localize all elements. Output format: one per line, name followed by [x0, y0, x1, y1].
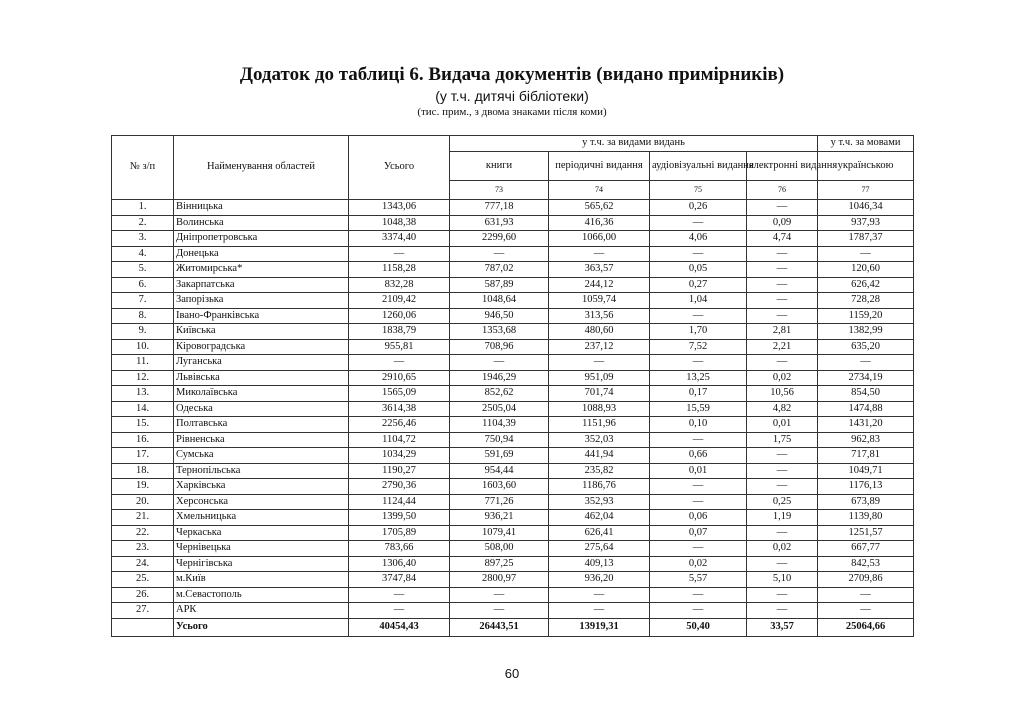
cell-electronic: 2,81 — [747, 324, 818, 340]
cell-periodicals: 313,56 — [549, 308, 650, 324]
cell-total: 1565,09 — [349, 386, 450, 402]
cell-total: — — [349, 587, 450, 603]
cell-books: — — [450, 603, 549, 619]
region-name: Тернопільська — [174, 463, 349, 479]
cell-ukrainian: 1251,57 — [818, 525, 914, 541]
table-row — [112, 355, 914, 371]
cell-ukrainian: 2709,86 — [818, 572, 914, 588]
cell-audiovisual: — — [650, 308, 747, 324]
row-number: 18. — [112, 463, 174, 479]
table-row — [112, 448, 914, 464]
cell-periodicals: — — [549, 246, 650, 262]
cell-audiovisual: 15,59 — [650, 401, 747, 417]
totals-periodicals: 13919,31 — [549, 618, 650, 636]
row-number: 5. — [112, 262, 174, 278]
table-row — [112, 463, 914, 479]
cell-books: 2800,97 — [450, 572, 549, 588]
cell-total: 783,66 — [349, 541, 450, 557]
table-row — [112, 401, 914, 417]
cell-total: 1124,44 — [349, 494, 450, 510]
region-name: Київська — [174, 324, 349, 340]
table-row — [112, 432, 914, 448]
table-row — [112, 231, 914, 247]
region-name: м.Київ — [174, 572, 349, 588]
cell-periodicals: 416,36 — [549, 215, 650, 231]
row-number: 10. — [112, 339, 174, 355]
cell-total: 1104,72 — [349, 432, 450, 448]
region-name: Дніпропетровська — [174, 231, 349, 247]
cell-books: 1946,29 — [450, 370, 549, 386]
cell-periodicals: 237,12 — [549, 339, 650, 355]
cell-electronic: 1,19 — [747, 510, 818, 526]
cell-books: 771,26 — [450, 494, 549, 510]
cell-periodicals: 1059,74 — [549, 293, 650, 309]
cell-electronic: 0,02 — [747, 541, 818, 557]
cell-periodicals: — — [549, 603, 650, 619]
cell-books: 2505,04 — [450, 401, 549, 417]
cell-electronic: 10,56 — [747, 386, 818, 402]
table-row — [112, 277, 914, 293]
cell-books: 897,25 — [450, 556, 549, 572]
region-name: Хмельницька — [174, 510, 349, 526]
region-name: Чернівецька — [174, 541, 349, 557]
cell-periodicals: 936,20 — [549, 572, 650, 588]
cell-audiovisual: 0,17 — [650, 386, 747, 402]
cell-books: 1048,64 — [450, 293, 549, 309]
region-name: Сумська — [174, 448, 349, 464]
cell-periodicals: 1151,96 — [549, 417, 650, 433]
cell-periodicals: 244,12 — [549, 277, 650, 293]
cell-total: 3614,38 — [349, 401, 450, 417]
cell-books: 1079,41 — [450, 525, 549, 541]
cell-total: 1158,28 — [349, 262, 450, 278]
region-name: Івано-Франківська — [174, 308, 349, 324]
cell-ukrainian: 1474,88 — [818, 401, 914, 417]
table-body — [112, 200, 914, 637]
cell-audiovisual: 0,02 — [650, 556, 747, 572]
row-number: 8. — [112, 308, 174, 324]
cell-periodicals: 1088,93 — [549, 401, 650, 417]
row-number: 3. — [112, 231, 174, 247]
cell-periodicals: — — [549, 587, 650, 603]
table-row — [112, 324, 914, 340]
cell-periodicals: 363,57 — [549, 262, 650, 278]
cell-electronic: — — [747, 308, 818, 324]
row-number: 13. — [112, 386, 174, 402]
cell-total: 1034,29 — [349, 448, 450, 464]
row-number: 21. — [112, 510, 174, 526]
cell-audiovisual: 13,25 — [650, 370, 747, 386]
cell-ukrainian: 667,77 — [818, 541, 914, 557]
cell-books: 1603,60 — [450, 479, 549, 495]
table-row — [112, 200, 914, 216]
cell-audiovisual: 0,66 — [650, 448, 747, 464]
cell-audiovisual: — — [650, 603, 747, 619]
units-note: (тис. прим., з двома знаками після коми) — [417, 106, 607, 118]
table-row — [112, 417, 914, 433]
table-row — [112, 370, 914, 386]
row-number: 4. — [112, 246, 174, 262]
region-name: Львівська — [174, 370, 349, 386]
cell-electronic: — — [747, 448, 818, 464]
cell-ukrainian: 1159,20 — [818, 308, 914, 324]
cell-books: 1104,39 — [450, 417, 549, 433]
cell-ukrainian: 1176,13 — [818, 479, 914, 495]
header-ukrainian: українською — [818, 152, 914, 181]
region-name: Полтавська — [174, 417, 349, 433]
header-no: № з/п — [112, 136, 174, 200]
cell-electronic: 5,10 — [747, 572, 818, 588]
cell-electronic: 2,21 — [747, 339, 818, 355]
cell-electronic: 0,01 — [747, 417, 818, 433]
cell-periodicals: 1186,76 — [549, 479, 650, 495]
row-number: 17. — [112, 448, 174, 464]
totals-books: 26443,51 — [450, 618, 549, 636]
cell-total: 1190,27 — [349, 463, 450, 479]
row-number: 9. — [112, 324, 174, 340]
cell-total: 832,28 — [349, 277, 450, 293]
region-name: Харківська — [174, 479, 349, 495]
cell-electronic: 1,75 — [747, 432, 818, 448]
cell-audiovisual: 0,05 — [650, 262, 747, 278]
cell-ukrainian: 854,50 — [818, 386, 914, 402]
cell-ukrainian: 2734,19 — [818, 370, 914, 386]
cell-audiovisual: 0,27 — [650, 277, 747, 293]
cell-periodicals: 565,62 — [549, 200, 650, 216]
cell-audiovisual: — — [650, 541, 747, 557]
cell-total: 1306,40 — [349, 556, 450, 572]
cell-periodicals: 352,93 — [549, 494, 650, 510]
header-audiovisual: аудіовізуальні видання — [650, 152, 747, 181]
cell-books: 750,94 — [450, 432, 549, 448]
cell-total: — — [349, 603, 450, 619]
cell-audiovisual: — — [650, 355, 747, 371]
region-name: АРК — [174, 603, 349, 619]
cell-electronic: 4,74 — [747, 231, 818, 247]
cell-periodicals: 352,03 — [549, 432, 650, 448]
cell-books: 587,89 — [450, 277, 549, 293]
cell-periodicals: 275,64 — [549, 541, 650, 557]
cell-books: — — [450, 587, 549, 603]
cell-electronic: — — [747, 262, 818, 278]
cell-audiovisual: — — [650, 494, 747, 510]
cell-audiovisual: 0,26 — [650, 200, 747, 216]
cell-electronic: 0,02 — [747, 370, 818, 386]
cell-books: 508,00 — [450, 541, 549, 557]
region-name: Чернігівська — [174, 556, 349, 572]
totals-empty-cell — [112, 618, 174, 636]
cell-audiovisual: 4,06 — [650, 231, 747, 247]
cell-books: 852,62 — [450, 386, 549, 402]
cell-total: 2790,36 — [349, 479, 450, 495]
cell-audiovisual: — — [650, 587, 747, 603]
cell-audiovisual: 1,04 — [650, 293, 747, 309]
cell-electronic: — — [747, 587, 818, 603]
row-number: 23. — [112, 541, 174, 557]
cell-electronic: — — [747, 355, 818, 371]
cell-books: — — [450, 246, 549, 262]
region-name: Волинська — [174, 215, 349, 231]
cell-books: 787,02 — [450, 262, 549, 278]
cell-ukrainian: 717,81 — [818, 448, 914, 464]
cell-books: 591,69 — [450, 448, 549, 464]
cell-periodicals: 951,09 — [549, 370, 650, 386]
table-row — [112, 308, 914, 324]
header-col-number: 73 — [450, 181, 549, 200]
cell-periodicals: 626,41 — [549, 525, 650, 541]
row-number: 26. — [112, 587, 174, 603]
cell-total: 1260,06 — [349, 308, 450, 324]
row-number: 14. — [112, 401, 174, 417]
totals-total: 40454,43 — [349, 618, 450, 636]
table-row — [112, 246, 914, 262]
cell-audiovisual: 7,52 — [650, 339, 747, 355]
cell-audiovisual: 0,06 — [650, 510, 747, 526]
cell-books: 946,50 — [450, 308, 549, 324]
cell-periodicals: 441,94 — [549, 448, 650, 464]
cell-total: 2109,42 — [349, 293, 450, 309]
header-total: Усього — [349, 136, 450, 200]
row-number: 19. — [112, 479, 174, 495]
cell-books: 777,18 — [450, 200, 549, 216]
cell-books: — — [450, 355, 549, 371]
cell-electronic: 0,09 — [747, 215, 818, 231]
totals-audiovisual: 50,40 — [650, 618, 747, 636]
cell-electronic: — — [747, 277, 818, 293]
cell-electronic: — — [747, 463, 818, 479]
cell-periodicals: 462,04 — [549, 510, 650, 526]
cell-ukrainian: 842,53 — [818, 556, 914, 572]
table-row — [112, 525, 914, 541]
table-row — [112, 556, 914, 572]
region-name: Закарпатська — [174, 277, 349, 293]
table-row — [112, 494, 914, 510]
cell-audiovisual: 0,01 — [650, 463, 747, 479]
region-name: Кіровоградська — [174, 339, 349, 355]
region-name: м.Севастополь — [174, 587, 349, 603]
cell-ukrainian: — — [818, 587, 914, 603]
cell-total: 2256,46 — [349, 417, 450, 433]
cell-audiovisual: 0,10 — [650, 417, 747, 433]
header-by-type: у т.ч. за видами видань — [450, 136, 818, 152]
document-title: Додаток до таблиці 6. Видача документів (видано примірників) — [239, 64, 785, 85]
cell-total: 1705,89 — [349, 525, 450, 541]
row-number: 24. — [112, 556, 174, 572]
table-row — [112, 572, 914, 588]
cell-books: 1353,68 — [450, 324, 549, 340]
header-col-number: 77 — [818, 181, 914, 200]
cell-periodicals: 701,74 — [549, 386, 650, 402]
cell-electronic: — — [747, 200, 818, 216]
cell-ukrainian: 1382,99 — [818, 324, 914, 340]
cell-total: 1838,79 — [349, 324, 450, 340]
cell-ukrainian: 673,89 — [818, 494, 914, 510]
table-row — [112, 339, 914, 355]
documents-issued-table — [111, 135, 914, 637]
region-name: Луганська — [174, 355, 349, 371]
cell-periodicals: — — [549, 355, 650, 371]
totals-electronic: 33,57 — [747, 618, 818, 636]
header-books: книги — [450, 152, 549, 181]
cell-electronic: — — [747, 293, 818, 309]
cell-audiovisual: — — [650, 215, 747, 231]
cell-ukrainian: 728,28 — [818, 293, 914, 309]
table-row — [112, 215, 914, 231]
cell-total: 1399,50 — [349, 510, 450, 526]
cell-books: 631,93 — [450, 215, 549, 231]
cell-total: 3747,84 — [349, 572, 450, 588]
cell-total: 1343,06 — [349, 200, 450, 216]
table-row — [112, 603, 914, 619]
row-number: 6. — [112, 277, 174, 293]
header-electronic: електронні видання — [747, 152, 818, 181]
row-number: 27. — [112, 603, 174, 619]
cell-audiovisual: 5,57 — [650, 572, 747, 588]
cell-ukrainian: 1049,71 — [818, 463, 914, 479]
cell-periodicals: 480,60 — [549, 324, 650, 340]
table-row — [112, 479, 914, 495]
header-col-number: 76 — [747, 181, 818, 200]
cell-electronic: — — [747, 556, 818, 572]
row-number: 11. — [112, 355, 174, 371]
region-name: Миколаївська — [174, 386, 349, 402]
header-region-name: Найменування областей — [174, 136, 349, 200]
cell-electronic: — — [747, 246, 818, 262]
region-name: Одеська — [174, 401, 349, 417]
cell-ukrainian: 1787,37 — [818, 231, 914, 247]
table-row — [112, 262, 914, 278]
row-number: 2. — [112, 215, 174, 231]
row-number: 22. — [112, 525, 174, 541]
cell-total: — — [349, 246, 450, 262]
cell-ukrainian: 635,20 — [818, 339, 914, 355]
cell-audiovisual: — — [650, 246, 747, 262]
cell-ukrainian: 1139,80 — [818, 510, 914, 526]
row-number: 1. — [112, 200, 174, 216]
totals-row — [112, 618, 914, 636]
cell-electronic: — — [747, 525, 818, 541]
cell-periodicals: 235,82 — [549, 463, 650, 479]
page-number: 60 — [504, 666, 520, 681]
region-name: Черкаська — [174, 525, 349, 541]
header-periodicals: періодичні видання — [549, 152, 650, 181]
cell-books: 954,44 — [450, 463, 549, 479]
totals-ukrainian: 25064,66 — [818, 618, 914, 636]
table-row — [112, 386, 914, 402]
table-row — [112, 541, 914, 557]
cell-electronic: — — [747, 479, 818, 495]
table-row — [112, 293, 914, 309]
row-number: 16. — [112, 432, 174, 448]
header-by-language: у т.ч. за мовами — [818, 136, 914, 152]
cell-ukrainian: 1431,20 — [818, 417, 914, 433]
cell-electronic: 0,25 — [747, 494, 818, 510]
totals-label: Усього — [174, 618, 349, 636]
region-name: Житомирська* — [174, 262, 349, 278]
cell-ukrainian: — — [818, 603, 914, 619]
header-col-number: 75 — [650, 181, 747, 200]
cell-ukrainian: 1046,34 — [818, 200, 914, 216]
region-name: Херсонська — [174, 494, 349, 510]
cell-total: — — [349, 355, 450, 371]
cell-periodicals: 409,13 — [549, 556, 650, 572]
cell-ukrainian: 962,83 — [818, 432, 914, 448]
region-name: Запорізька — [174, 293, 349, 309]
row-number: 20. — [112, 494, 174, 510]
cell-ukrainian: 626,42 — [818, 277, 914, 293]
region-name: Вінницька — [174, 200, 349, 216]
cell-total: 955,81 — [349, 339, 450, 355]
cell-electronic: 4,82 — [747, 401, 818, 417]
cell-books: 936,21 — [450, 510, 549, 526]
row-number: 12. — [112, 370, 174, 386]
cell-audiovisual: 1,70 — [650, 324, 747, 340]
cell-ukrainian: 120,60 — [818, 262, 914, 278]
cell-periodicals: 1066,00 — [549, 231, 650, 247]
cell-electronic: — — [747, 603, 818, 619]
cell-ukrainian: — — [818, 355, 914, 371]
cell-audiovisual: 0,07 — [650, 525, 747, 541]
row-number: 25. — [112, 572, 174, 588]
cell-ukrainian: — — [818, 246, 914, 262]
table-row — [112, 587, 914, 603]
header-col-number: 74 — [549, 181, 650, 200]
cell-ukrainian: 937,93 — [818, 215, 914, 231]
document-subtitle: (у т.ч. дитячі бібліотеки) — [435, 88, 589, 104]
cell-books: 708,96 — [450, 339, 549, 355]
region-name: Рівненська — [174, 432, 349, 448]
cell-audiovisual: — — [650, 432, 747, 448]
cell-total: 1048,38 — [349, 215, 450, 231]
cell-audiovisual: — — [650, 479, 747, 495]
cell-total: 3374,40 — [349, 231, 450, 247]
cell-total: 2910,65 — [349, 370, 450, 386]
row-number: 7. — [112, 293, 174, 309]
region-name: Донецька — [174, 246, 349, 262]
row-number: 15. — [112, 417, 174, 433]
cell-books: 2299,60 — [450, 231, 549, 247]
table-row — [112, 510, 914, 526]
